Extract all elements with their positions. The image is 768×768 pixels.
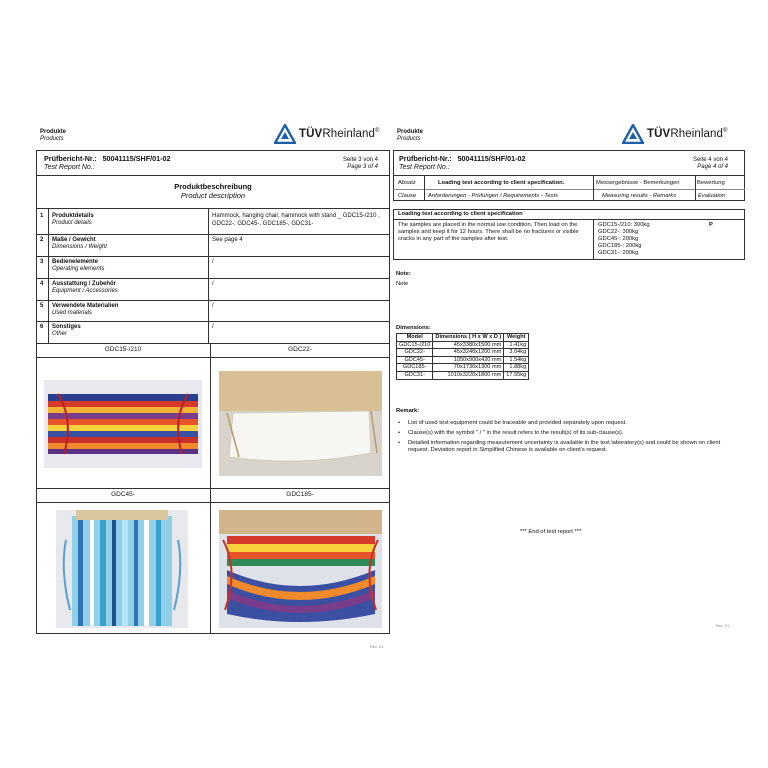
tuv-logo <box>274 123 380 145</box>
col-messergebnisse: Messergebnisse - Bemerkungen <box>596 180 680 186</box>
row-value: / <box>212 324 214 330</box>
note-label: Note: <box>396 271 411 277</box>
dimensions-label: Dimensions: <box>396 325 431 331</box>
row-number: 2 <box>40 237 44 243</box>
report-number-block: Prüfbericht-Nr.: 50041115/SHF/01-02 Test Report No.: <box>399 154 526 171</box>
row-label: Verwendete Materialien Used materials <box>52 303 119 316</box>
brand-block: Produkte Products <box>397 129 424 142</box>
dimensions-table <box>396 333 529 380</box>
row-number: 1 <box>40 213 44 219</box>
col-requirements: Anforderungen - Prüfungen / Requirements - Tests <box>428 193 558 199</box>
logo-text: TÜVRheinland® <box>647 128 728 140</box>
list-item: • List of used test equipment could be traceable and provided separately upon request. <box>396 420 726 427</box>
dims-header-model: Model <box>397 334 433 342</box>
revision-mark: Rev. 01 <box>716 623 730 628</box>
test-title: Loading test according to client specification <box>398 211 523 217</box>
note-text: Note <box>396 281 409 287</box>
caption-gdc15: GDC15-/210 <box>104 346 142 353</box>
report-number: 50041115/SHF/01-02 <box>457 154 526 163</box>
page-number: Seite 3 von 4 Page 3 of 4 <box>342 157 378 170</box>
photo-gdc15-hammock <box>44 380 202 468</box>
table-row: GDC45- 1050x900x420 mm 1.54kg <box>397 356 529 364</box>
photo-gdc45-hammock <box>56 510 188 628</box>
row-value: / <box>212 259 214 265</box>
table-row: GDC15-/210 45x3380x1500 mm 1.41kg <box>397 341 529 349</box>
remark-label: Remark: <box>396 408 420 414</box>
row-label: Ausstattung / Zubehör Equipment / Accessories <box>52 281 118 294</box>
table-row: GDC185- 70x1730x1300 mm 1.88kg <box>397 364 529 372</box>
row-number: 3 <box>40 259 44 265</box>
col-title: Loading test according to client specification. <box>438 180 565 186</box>
row-number: 4 <box>40 281 44 287</box>
remark-list <box>396 420 726 457</box>
dims-header-dimensions: Dimensions ( H x W x D ) <box>433 334 504 342</box>
brand-en: Products <box>40 136 64 142</box>
row-label: Maße / Gewicht Dimensions / Weight <box>52 237 107 250</box>
table-row: GDC22- 45x3240x1200 mm 3.04kg <box>397 349 529 357</box>
row-value: Hammock, hanging chair, hammock with stand _ GDC15-/210 , GDC22-, GDC45-, GDC185-, GDC31- <box>212 213 380 227</box>
caption-gdc22: GDC22- <box>288 346 312 353</box>
row-label: Bedienelemente Operating elements <box>52 259 105 272</box>
tuv-logo <box>622 123 728 145</box>
end-of-report: *** End of test report *** <box>520 529 582 535</box>
photo-gdc185-hammock <box>219 510 382 628</box>
verdict: P <box>709 222 713 228</box>
row-value: / <box>212 303 214 309</box>
tuv-triangle-icon <box>622 124 644 144</box>
section-title: Produktbeschreibung Product description <box>174 182 252 200</box>
report-number: 50041115/SHF/01-02 <box>102 154 171 163</box>
report-number-block: Prüfbericht-Nr.: 50041115/SHF/01-02 Test Report No.: <box>44 154 171 171</box>
report-page-4 <box>384 0 768 768</box>
col-measuring-results: Measuring results - Remarks <box>602 193 677 199</box>
page-number: Seite 4 von 4 Page 4 of 4 <box>692 157 728 170</box>
caption-gdc185: GDC185- <box>286 491 314 498</box>
brand-block <box>40 129 66 143</box>
col-clause: Clause <box>398 193 417 199</box>
caption-gdc45: GDC45- <box>111 491 135 498</box>
list-item: • Clause(s) with the symbol " / " in the result refers to the result(s) of its sub-clause(s). <box>396 430 726 437</box>
test-description: The samples are placed in the normal use condition. Then load on the samples and keep it for 12 hours. There shall be no fractures or visible cracks in any part of the samples after test. <box>398 222 579 242</box>
test-results: GDC15-/210: 300kg GDC22-: 300kg GDC45-: 200kg GDC185-: 200kg GDC31-: 200kg <box>598 222 650 256</box>
logo-text: TÜVRheinland® <box>299 128 380 140</box>
list-item: • Detailed information regarding measurement uncertainty is available in the test laboratory(s) and could be shown on client request. Deviation report in Simplified Chinese is available on client's request. <box>396 440 726 454</box>
brand-de: Produkte <box>40 129 67 135</box>
dims-header-weight: Weight <box>504 334 529 342</box>
revision-mark: Rev. 01 <box>370 644 384 649</box>
photo-gdc22-hammock <box>219 371 382 476</box>
row-value: See page 4 <box>212 237 243 243</box>
col-absatz: Absatz <box>398 180 416 186</box>
row-number: 5 <box>40 303 44 309</box>
col-evaluation: Evaluation <box>698 193 726 199</box>
tuv-triangle-icon <box>274 124 296 144</box>
row-number: 6 <box>40 324 44 330</box>
row-label: Produktdetails Product details <box>52 213 94 226</box>
table-row: GDC31- 1010x3220x1800 mm 17.55kg <box>397 371 529 379</box>
row-value: / <box>212 281 214 287</box>
col-bewertung: Bewertung <box>697 180 725 186</box>
row-label: Sonstiges Other <box>52 324 81 337</box>
